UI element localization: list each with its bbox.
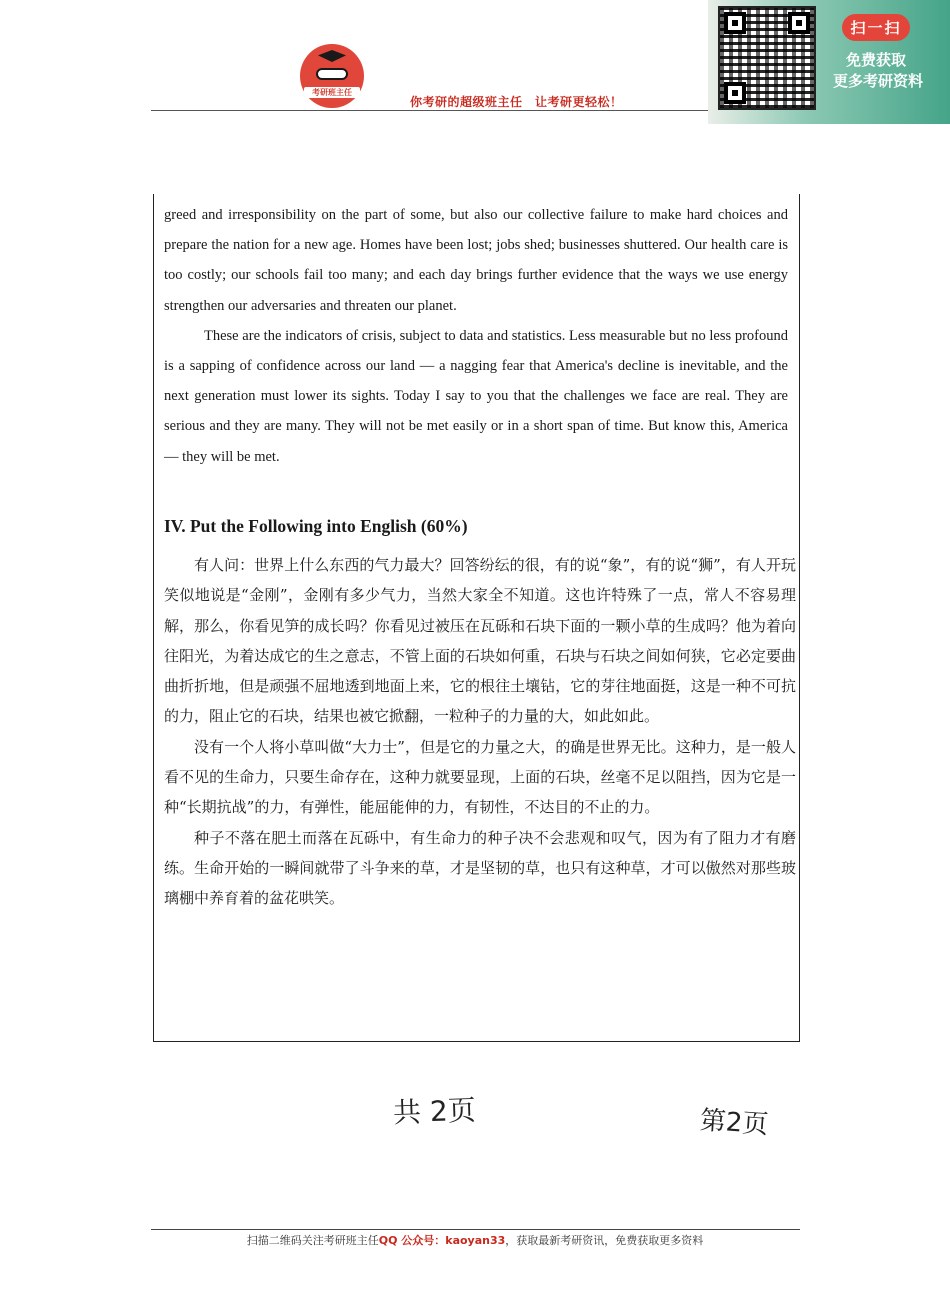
chinese-paragraph-1: 有人问：世界上什么东西的气力最大？回答纷纭的很，有的说“象”，有的说“狮”，有人开玩笑似地说是“金刚”，金刚有多少气力，当然大家全不知道。这也许特殊了一点，常人不容易理解，那么，你看见笋的成长吗？你看见过被压在瓦砾和石块下面的一颗小草的生成吗？他为着向往阳光，为着达成它的生之意志，不管上面的石块如何重，石块与石块之间如何狭，它必定要曲曲折折地，但是顽强不屈地透到地面上来，它的根往土壤钻，它的芽往地面挺，这是一种不可抗的力，阻止它的石块，结果也被它掀翻，一粒种子的力量的大，如此如此。 — [164, 556, 796, 726]
footer-prefix: 扫描二维码关注考研班主任 — [246, 1234, 379, 1247]
handwritten-total-pages: 共 2页 — [392, 1093, 477, 1130]
english-passage — [164, 200, 788, 472]
chinese-paragraph-2: 没有一个人将小草叫做“大力士”，但是它的力量之大，的确是世界无比。这种力，是一般人看不见的生命力，只要生命存在，这种力就要显现，上面的石块，丝毫不足以阻挡，因为它是一种“长期抗战”的力，有弹性，能屈能伸的力，有韧性，不达目的不止的力。 — [164, 737, 796, 817]
qr-promo-banner[interactable] — [708, 0, 950, 124]
footer-note — [0, 1232, 950, 1248]
footer-suffix: ，获取最新考研资讯，免费获取更多资料 — [505, 1234, 704, 1247]
footer-highlight: QQ 公众号：kaoyan33 — [378, 1234, 506, 1247]
chinese-paragraph-3: 种子不落在肥土而落在瓦砾中，有生命力的种子决不会悲观和叹气，因为有了阻力才有磨练。生命开始的一瞬间就带了斗争来的草，才是坚韧的草，也只有这种草，才可以傲然对那些玻璃棚中养育着的盆花哄笑。 — [164, 828, 796, 908]
section-title: IV. Put the Following into English (60%) — [164, 516, 468, 536]
chinese-passage — [164, 550, 796, 914]
passage-paragraph-1: greed and irresponsibility on the part of some, but also our collective failure to make hard choices and prepare the nation for a new age. Homes have been lost; jobs shed; businesses shuttered. Our health care is too costly; our schools fail too many; and each day brings further evidence that the ways we use energy strengthen our adversaries and threaten our planet. — [164, 207, 788, 314]
glasses-icon — [316, 68, 348, 80]
logo-text: 考研班主任 — [304, 87, 360, 98]
graduation-cap-icon — [318, 50, 346, 62]
qr-line-1: 免费获取 — [845, 51, 906, 69]
exam-content-box — [153, 194, 800, 1042]
qr-call-to-action — [833, 14, 924, 90]
header-slogan: 你考研的超级班主任 让考研更轻松！ — [410, 95, 623, 109]
header-divider — [151, 110, 708, 111]
qr-code-icon[interactable] — [718, 6, 816, 110]
handwritten-page-number: 第2页 — [698, 1105, 770, 1141]
qr-title: 扫一扫 — [842, 14, 909, 41]
footer-divider — [151, 1229, 800, 1230]
kaoyan-logo — [300, 44, 364, 108]
qr-line-2: 更多考研资料 — [833, 72, 924, 90]
passage-paragraph-2: These are the indicators of crisis, subject to data and statistics. Less measurable but no less profound is a sapping of confidence across our land — a nagging fear that America's decline is inevitable, and the next generation must lower its sights. Today I say to you that the challenges we face are real. They are serious and they are many. They will not be met easily or in a short span of time. But know this, America — they will be met. — [164, 327, 788, 465]
